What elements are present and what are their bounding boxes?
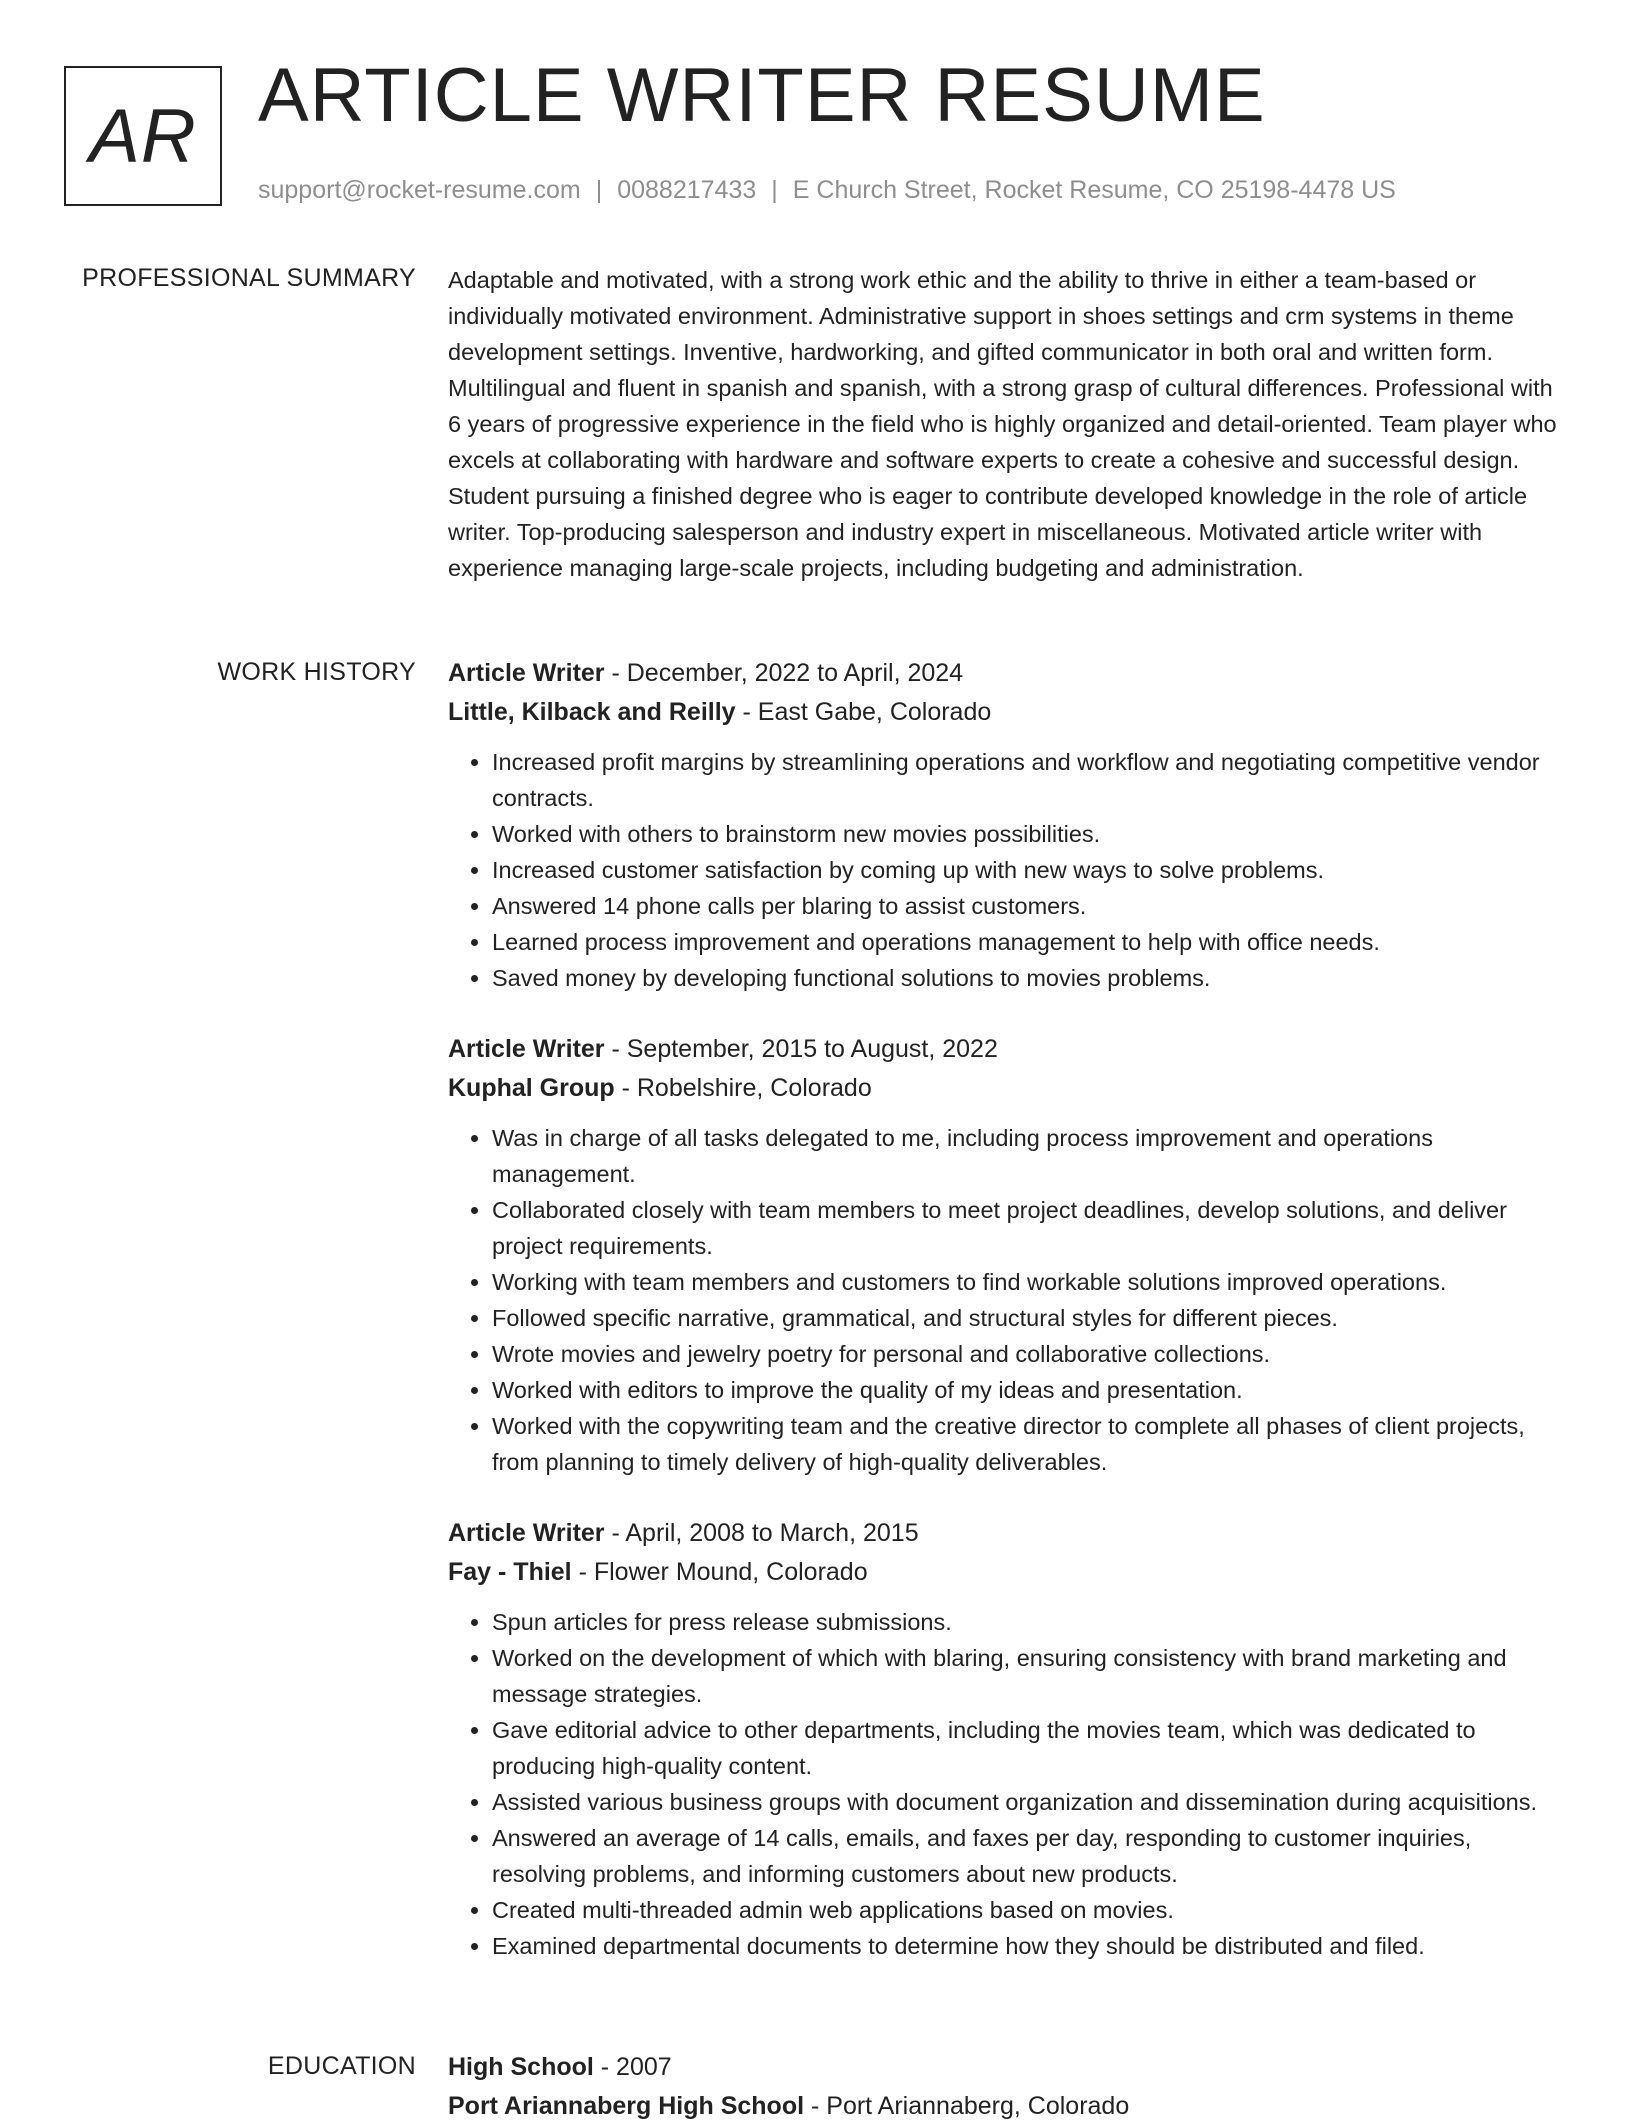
- list-item: • Assisted various business groups with document organization and dissemination during acquisitions.: [492, 1784, 1570, 1820]
- job-company: Little, Kilback and Reilly: [448, 698, 736, 726]
- list-item: • Worked with the copywriting team and the creative director to complete all phases of client projects, from planning to timely delivery of high-quality deliverables.: [492, 1408, 1570, 1480]
- job-location: - Robelshire, Colorado: [614, 1074, 872, 1102]
- job-company-line: [448, 693, 1570, 732]
- monogram-badge: [64, 66, 222, 206]
- work-history-heading: WORK HISTORY: [217, 658, 416, 686]
- job-company: Kuphal Group: [448, 1074, 615, 1102]
- contact-separator: |: [595, 176, 603, 204]
- list-item: • Created multi-threaded admin web applications based on movies.: [492, 1892, 1570, 1928]
- list-item: • Examined departmental documents to determine how they should be distributed and filed.: [492, 1928, 1570, 1964]
- list-item: • Working with team members and customers to find workable solutions improved operations.: [492, 1264, 1570, 1300]
- job-dates: - December, 2022 to April, 2024: [604, 659, 964, 687]
- list-item: • Worked on the development of which with blaring, ensuring consistency with brand marketing and message strategies.: [492, 1640, 1570, 1712]
- education-degree-line: [448, 2048, 1570, 2087]
- education-school: Port Ariannaberg High School: [448, 2092, 805, 2120]
- job-entry: [448, 1514, 1570, 1964]
- list-item: • Saved money by developing functional solutions to movies problems.: [492, 960, 1570, 996]
- summary-body: [448, 262, 1570, 586]
- list-item: • Worked with editors to improve the quality of my ideas and presentation.: [492, 1372, 1570, 1408]
- job-dates: - April, 2008 to March, 2015: [604, 1519, 919, 1547]
- list-item: • Wrote movies and jewelry poetry for personal and collaborative collections.: [492, 1336, 1570, 1372]
- education-location: - Port Ariannaberg, Colorado: [804, 2092, 1130, 2120]
- page-title: ARTICLE WRITER RESUME: [258, 53, 1266, 138]
- work-history-body: [448, 654, 1570, 1998]
- monogram-initials: AR: [89, 93, 197, 179]
- contact-separator: |: [771, 176, 778, 204]
- contact-address: E Church Street, Rocket Resume, CO 25198-4478 US: [792, 176, 1396, 204]
- list-item: • Learned process improvement and operations management to help with office needs.: [492, 924, 1570, 960]
- contact-email: support@rocket-resume.com: [258, 176, 581, 204]
- list-item: • Increased profit margins by streamlining operations and workflow and negotiating competitive vendor contracts.: [492, 744, 1570, 816]
- list-item: • Increased customer satisfaction by coming up with new ways to solve problems.: [492, 852, 1570, 888]
- job-location: - East Gabe, Colorado: [735, 698, 992, 726]
- job-location: - Flower Mound, Colorado: [571, 1558, 868, 1586]
- job-title: Article Writer: [448, 659, 605, 687]
- list-item: • Worked with others to brainstorm new movies possibilities.: [492, 816, 1570, 852]
- job-bullet-list: [448, 1120, 1570, 1480]
- list-item: • Spun articles for press release submissions.: [492, 1604, 1570, 1640]
- job-bullet-list: [448, 744, 1570, 996]
- job-company-line: [448, 1553, 1570, 1592]
- education-year: - 2007: [593, 2053, 672, 2081]
- contact-phone: 0088217433: [617, 176, 757, 204]
- list-item: • Followed specific narrative, grammatical, and structural styles for different pieces.: [492, 1300, 1570, 1336]
- contact-line: [258, 176, 1396, 205]
- job-entry: [448, 654, 1570, 996]
- job-title-line: [448, 654, 1570, 693]
- job-dates: - September, 2015 to August, 2022: [604, 1035, 998, 1063]
- education-body: [448, 2048, 1570, 2126]
- list-item: • Collaborated closely with team members to meet project deadlines, develop solutions, and deliver project requirements.: [492, 1192, 1570, 1264]
- education-school-line: [448, 2087, 1570, 2126]
- education-heading: EDUCATION: [267, 2052, 416, 2080]
- summary-text: Adaptable and motivated, with a strong work ethic and the ability to thrive in either a team-based or individually motivated environment. Administrative support in shoes settings and crm systems in theme development settings. Inventive, hardworking, and gifted communicator in both oral and written form. Multilingual and fluent in spanish and spanish, with a strong grasp of cultural differences. Professional with 6 years of progressive experience in the field who is highly organized and detail-oriented. Team player who excels at collaborating with hardware and software experts to create a cohesive and successful design. Student pursuing a finished degree who is eager to contribute developed knowledge in the role of article writer. Top-producing salesperson and industry expert in miscellaneous. Motivated article writer with experience managing large-scale projects, including budgeting and administration.: [448, 267, 1557, 581]
- job-title: Article Writer: [448, 1035, 605, 1063]
- job-entry: [448, 1030, 1570, 1480]
- job-title-line: [448, 1030, 1570, 1069]
- list-item: • Answered 14 phone calls per blaring to assist customers.: [492, 888, 1570, 924]
- list-item: • Gave editorial advice to other departments, including the movies team, which was dedicated to producing high-quality content.: [492, 1712, 1570, 1784]
- list-item: • Answered an average of 14 calls, emails, and faxes per day, responding to customer inquiries, resolving problems, and informing customers about new products.: [492, 1820, 1570, 1892]
- job-title: Article Writer: [448, 1519, 605, 1547]
- education-degree: High School: [448, 2053, 594, 2081]
- list-item: • Was in charge of all tasks delegated to me, including process improvement and operations management.: [492, 1120, 1570, 1192]
- job-company: Fay - Thiel: [448, 1558, 572, 1586]
- job-bullet-list: [448, 1604, 1570, 1964]
- job-title-line: [448, 1514, 1570, 1553]
- summary-heading: PROFESSIONAL SUMMARY: [82, 264, 416, 292]
- job-company-line: [448, 1069, 1570, 1108]
